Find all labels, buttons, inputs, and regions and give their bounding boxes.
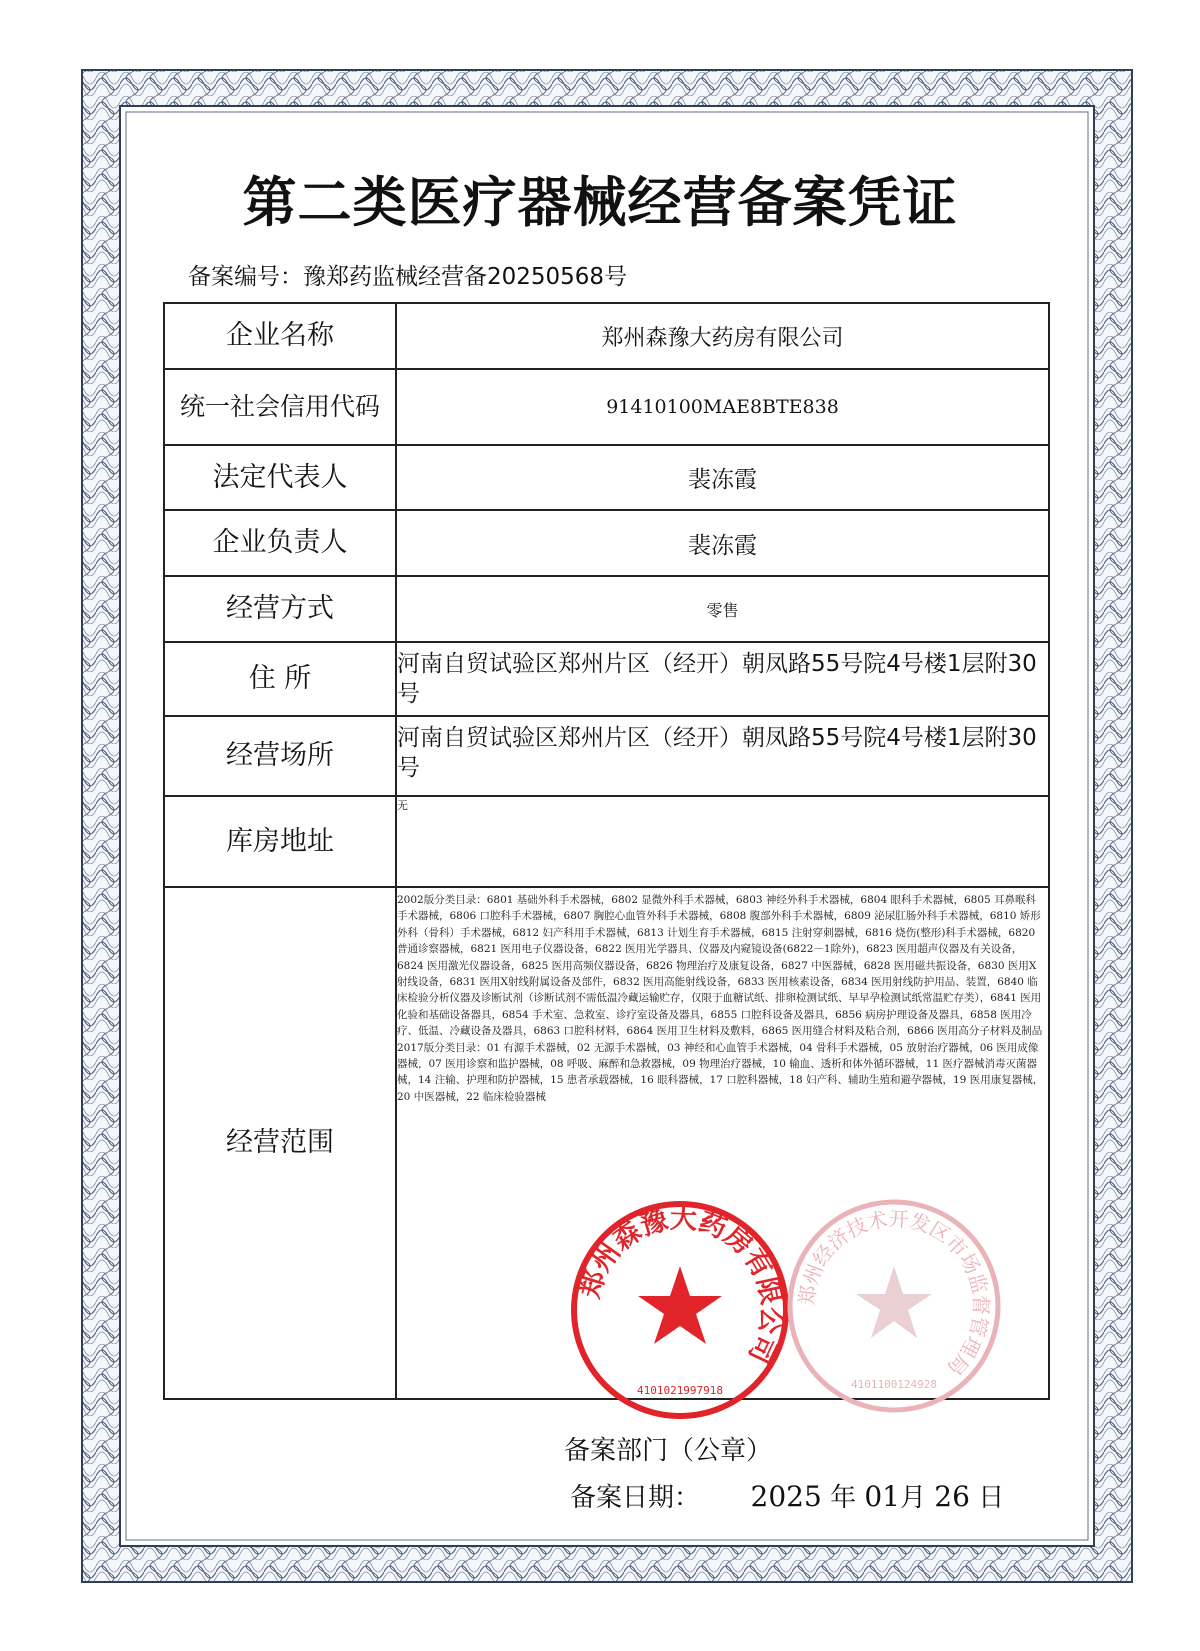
agency-seal-ring-text: 郑州经济技术开发区市场监督管理局 <box>794 1206 994 1381</box>
row-business-premises <box>164 716 1049 796</box>
row-person-in-charge <box>164 510 1049 576</box>
filing-month: 01 <box>864 1480 900 1513</box>
company-seal-ring-text: 郑州森豫大药房有限公司 <box>574 1203 787 1368</box>
agency-seal-code: 4101100124928 <box>850 1378 938 1391</box>
filing-date-label: 备案日期： <box>570 1483 701 1513</box>
business-premises-value: 河南自贸试验区郑州片区（经开）朝凤路55号院4号楼1层附30号 <box>397 725 1037 781</box>
filing-day: 26 <box>934 1480 970 1513</box>
month-unit: 月 <box>900 1483 927 1513</box>
company-name-value: 郑州森豫大药房有限公司 <box>396 303 1049 369</box>
domicile-cell <box>396 642 1049 716</box>
business-premises-cell <box>396 716 1049 796</box>
row-warehouse <box>164 796 1049 887</box>
domicile-label: 住 所 <box>164 642 396 716</box>
domicile-value: 河南自贸试验区郑州片区（经开）朝凤路55号院4号楼1层附30号 <box>397 651 1037 707</box>
company-seal-code: 4101021997918 <box>636 1384 724 1397</box>
warehouse-value: 无 <box>397 799 408 812</box>
person-in-charge-label: 企业负责人 <box>164 510 396 576</box>
person-in-charge-value: 裴冻霞 <box>396 510 1049 576</box>
filing-department: 备案部门（公章） <box>564 1436 773 1466</box>
company-seal <box>568 1198 792 1422</box>
warehouse-label: 库房地址 <box>164 796 396 887</box>
row-credit-code <box>164 369 1049 445</box>
year-unit: 年 <box>830 1483 857 1513</box>
row-legal-rep <box>164 445 1049 510</box>
row-business-mode <box>164 576 1049 642</box>
business-mode-value: 零售 <box>396 576 1049 642</box>
filing-year: 2025 <box>750 1480 822 1513</box>
legal-rep-value: 裴冻霞 <box>396 445 1049 510</box>
scope-value: 2002版分类目录：6801 基础外科手术器械，6802 显微外科手术器械，6803 神经外科手术器械，6804 眼科手术器械，6805 耳鼻喉科手术器械，6806 口腔科手术器械，6807 胸腔心血管外科手术器械，6808 腹部外科手术器械，6809 泌尿肛肠外科手术器械，6810 矫形外科（骨科）手术器械，6812 妇产科用手术器械，6813 计划生育手术器械，6815 注射穿刺器械，6816 烧伤(整形)科手术器械，6820 普通诊察器械，6821 医用电子仪器设备，6822 医用光学器具、仪器及内窥镜设备(6822－1除外)，6823 医用超声仪器及有关设备，6824 医用激光仪器设备，6825 医用高频仪器设备，6826 物理治疗及康复设备，6827 中医器械，6828 医用磁共振设备，6830 医用X射线设备，6831 医用X射线附属设备及部件，6832 医用高能射线设备，6833 医用核素设备，6834 医用射线防护用品、装置，6840 临床检验分析仪器及诊断试剂（诊断试剂不需低温冷藏运输贮存，仅限于血糖试纸、排卵检测试纸、早早孕检测试纸常温贮存类），6841 医用化验和基础设备器具，6854 手术室、急救室、诊疗室设备及器具，6855 口腔科设备及器具，6856 病房护理设备及器具，6858 医用冷疗、低温、冷藏设备及器具，6863 口腔科材料，6864 医用卫生材料及敷料，6865 医用缝合材料及粘合剂，6866 医用高分子材料及制品 2017版分类目录：01 有源手术器械，02 无源手术器械，03 神经和心血管手术器械，04 骨科手术器械，05 放射治疗器械，06 医用成像器械，07 医用诊察和监护器械，08 呼吸、麻醉和急救器械，09 物理治疗器械，10 输血、透析和体外循环器械，11 医疗器械消毒灭菌器械，14 注输、护理和防护器械，15 患者承载器械，16 眼科器械，17 口腔科器械，18 妇产科、辅助生殖和避孕器械，19 医用康复器械，20 中医器械，22 临床检验器械 <box>397 894 1044 1103</box>
record-number-line <box>188 258 627 291</box>
row-company-name <box>164 303 1049 369</box>
filing-date-line <box>570 1477 1004 1514</box>
business-mode-label: 经营方式 <box>164 576 396 642</box>
warehouse-cell <box>396 796 1049 887</box>
record-number-label: 备案编号： <box>188 264 303 290</box>
record-number: 豫郑药监械经营备20250568号 <box>303 264 628 290</box>
star-icon <box>638 1266 722 1344</box>
company-name-label: 企业名称 <box>164 303 396 369</box>
document-title: 第二类医疗器械经营备案凭证 <box>242 170 958 234</box>
row-domicile <box>164 642 1049 716</box>
credit-code-value: 91410100MAE8BTE838 <box>396 369 1049 445</box>
scope-label: 经营范围 <box>164 887 396 1399</box>
agency-seal <box>784 1196 1004 1416</box>
day-unit: 日 <box>978 1483 1005 1513</box>
business-premises-label: 经营场所 <box>164 716 396 796</box>
legal-rep-label: 法定代表人 <box>164 445 396 510</box>
star-icon <box>856 1266 932 1338</box>
credit-code-label: 统一社会信用代码 <box>164 369 396 445</box>
